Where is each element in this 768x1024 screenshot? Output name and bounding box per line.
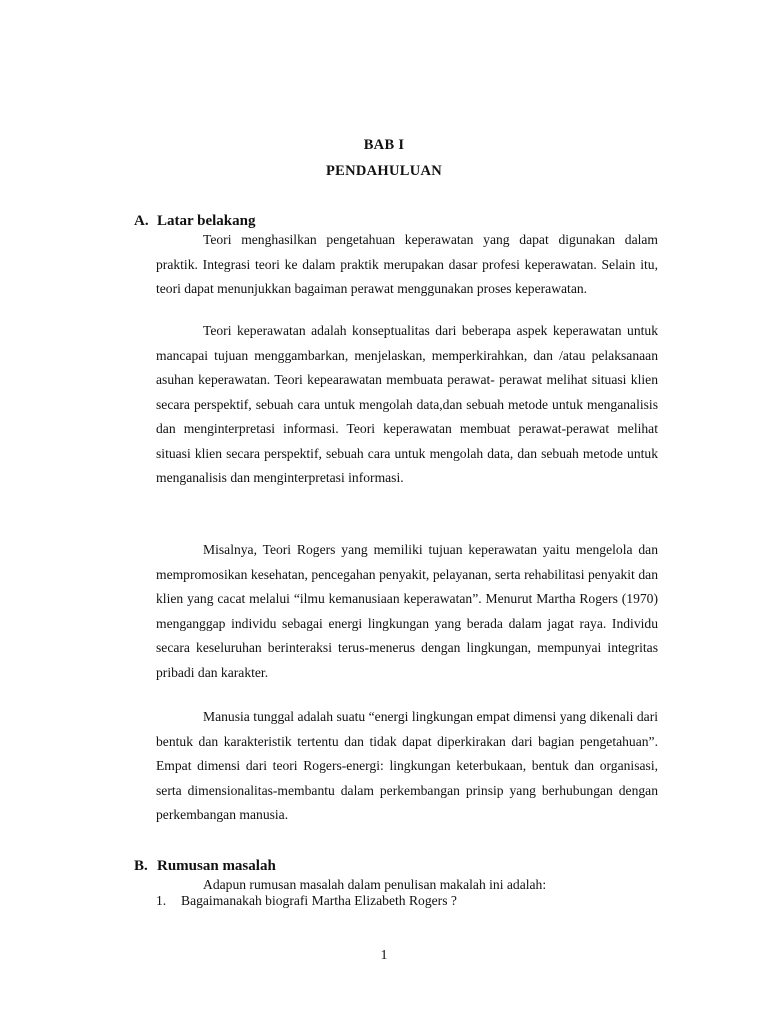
- list-item: [156, 893, 457, 909]
- paragraph-1-text: Teori menghasilkan pengetahuan keperawatan yang dapat digunakan dalam praktik. Integrasi teori ke dalam praktik merupakan dasar profesi keperawatan. Selain itu, teori dapat menunjukkan bagaiman perawat menggunakan proses keperawatan.: [156, 232, 658, 296]
- section-a-letter: A.: [134, 213, 149, 229]
- section-a-title: Latar belakang: [157, 213, 256, 229]
- paragraph-1: [156, 228, 658, 302]
- section-b-intro: Adapun rumusan masalah dalam penulisan makalah ini adalah:: [203, 877, 547, 892]
- paragraph-4-text: Manusia tunggal adalah suatu “energi lingkungan empat dimensi yang dikenali dari bentuk dan karakteristik tertentu dan tidak dapat diperkirakan dari bagian pengetahuan”. Empat dimensi dari teori Rogers-energi: lingkungan keterbukaan, bentuk dan organisasi, serta dimensionalitas-membantu dalam perkembangan prinsip yang berhubungan dengan perkembangan manusia.: [156, 709, 658, 822]
- chapter-number: BAB I: [363, 137, 405, 153]
- paragraph-3-text: Misalnya, Teori Rogers yang memiliki tujuan keperawatan yaitu mengelola dan mempromosikan kesehatan, pencegahan penyakit, pelayanan, serta rehabilitasi penyakit dan klien yang cacat melalui “ilmu kemanusiaan keperawatan”. Menurut Martha Rogers (1970) menganggap individu sebagai energi lingkungan yang berada dalam jagat raya. Individu secara keseluruhan berinteraksi terus-menerus dengan lingkungan, mempunyai integritas pribadi dan karakter.: [156, 542, 658, 680]
- page-number: 1: [380, 948, 388, 963]
- list-item-number: 1.: [156, 893, 167, 908]
- paragraph-3: [156, 538, 658, 685]
- paragraph-4: [156, 705, 658, 828]
- paragraph-2-text: Teori keperawatan adalah konseptualitas dari beberapa aspek keperawatan untuk mancapai tujuan menggambarkan, menjelaskan, memperkirahkan, dan /atau pelaksanaan asuhan keperawatan. Teori kepearawatan membuata perawat- perawat melihat situasi klien secara perspektif, sebuah cara untuk mengolah data,dan sebuah metode untuk menganalisis dan menginterpretasi informasi. Teori keperawatan membuat perawat-perawat melihat situasi klien secara perspektif, sebuah cara untuk mengolah data, dan sebuah metode untuk menganalisis dan menginterpretasi informasi.: [156, 323, 658, 485]
- list-item-text: Bagaimanakah biografi Martha Elizabeth Rogers ?: [181, 893, 457, 908]
- paragraph-2: [156, 319, 658, 491]
- section-b-letter: B.: [134, 858, 148, 874]
- section-b-heading: [134, 858, 276, 875]
- chapter-title: PENDAHULUAN: [325, 163, 443, 179]
- section-b-title: Rumusan masalah: [157, 858, 276, 874]
